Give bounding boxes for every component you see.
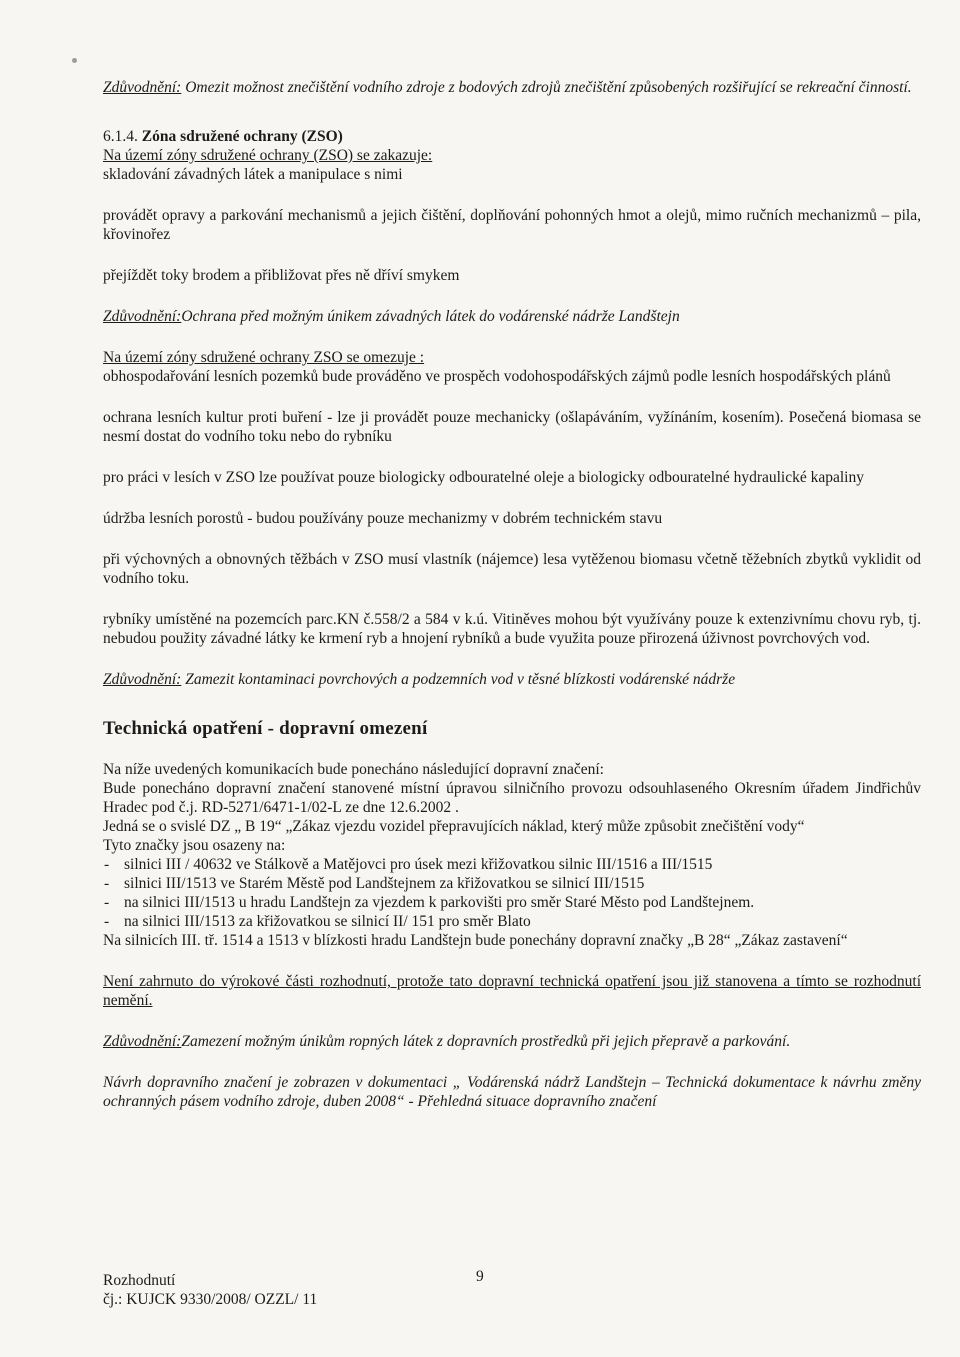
zso-restrict-item: údržba lesních porostů - budou používány pouze mechanizmy v dobrém technickém stavu — [103, 510, 663, 527]
page-footer — [103, 1268, 921, 1309]
zso-prohibit-item: skladování závadných látek a manipulace s nimi — [103, 166, 403, 183]
reason-label: Zdůvodnění: — [103, 671, 182, 688]
reason-label: Zdůvodnění: — [103, 1033, 182, 1050]
reason-label: Zdůvodnění: — [103, 308, 182, 325]
footer-label: Rozhodnutí — [103, 1272, 176, 1289]
zso-prohibit-item: přejíždět toky brodem a přibližovat přes ně dříví smykem — [103, 267, 460, 284]
list-item: - na silnici III/1513 za křižovatkou se silnicí II/ 151 pro směr Blato — [103, 912, 921, 931]
list-item: - silnici III/1513 ve Starém Městě pod Landštejnem za křižovatkou se silnicí III/1515 — [103, 874, 921, 893]
tech-paragraph: Na silnicích III. tř. 1514 a 1513 v blízkosti hradu Landštejn bude ponechány dopravní značky „B 28“ „Zákaz zastavení“ — [103, 932, 848, 949]
list-item: - na silnici III/1513 u hradu Landštejn za vjezdem k parkovišti pro směr Staré Město pod Landštejnem. — [103, 893, 921, 912]
reason-text: Zamezit kontaminaci povrchových a podzemních vod v těsné blízkosti vodárenské nádrže — [181, 671, 736, 688]
reason-text: Omezit možnost znečištění vodního zdroje z bodových zdrojů znečištění způsobených rozšiřující se rekreační činností. — [181, 79, 912, 96]
zone-title: Zóna sdružené ochrany (ZSO) — [141, 128, 343, 145]
reason-text: Ochrana před možným únikem závadných látek do vodárenské nádrže Landštejn — [181, 308, 680, 325]
document-body — [103, 78, 921, 1111]
zso-restrict-item: pro práci v lesích v ZSO lze používat pouze biologicky odbouratelné oleje a biologicky odbouratelné hydraulické kapaliny — [103, 469, 864, 486]
reason-label: Zdůvodnění: — [103, 79, 182, 96]
tech-paragraph: Tyto značky jsou osazeny na: — [103, 837, 286, 854]
zso-restrict-intro: Na území zóny sdružené ochrany ZSO se omezuje : — [103, 349, 425, 366]
design-note: Návrh dopravního značení je zobrazen v dokumentaci „ Vodárenská nádrž Landštejn – Technická dokumentace k návrhu změny ochranných pásem vodního zdroje, duben 2008“ - Přehledná situace dopravního značení — [103, 1074, 921, 1110]
reason-paragraph-3 — [103, 670, 921, 689]
tech-paragraph: Jedná se o svislé DZ „ B 19“ „Zákaz vjezdu vozidel přepravujících náklad, který může způsobit znečištění vody“ — [103, 818, 805, 835]
footer-reference: čj.: KUJCK 9330/2008/ OZZL/ 11 — [103, 1291, 318, 1308]
page-number: 9 — [476, 1268, 484, 1285]
zso-restrict-item: ochrana lesních kultur proti buření - lze ji provádět pouze mechanicky (ošlapáváním, vyžínáním, kosením). Posečená biomasa se nesmí dostat do vodního toku nebo do rybníku — [103, 409, 921, 445]
reason-paragraph-2 — [103, 307, 921, 326]
reason-paragraph-4 — [103, 1032, 921, 1051]
tech-note: Není zahrnuto do výrokové části rozhodnutí, protože tato dopravní technická opatření jsou již stanovena a tímto se rozhodnutí nemění. — [103, 973, 921, 1009]
zso-restrict-item: obhospodařování lesních pozemků bude prováděno ve prospěch vodohospodářských zájmů podle lesních hospodářských plánů — [103, 368, 891, 385]
reason-paragraph-1 — [103, 78, 921, 97]
tech-intro: Na níže uvedených komunikacích bude ponecháno následující dopravní značení: — [103, 761, 604, 778]
zso-prohibit-item: provádět opravy a parkování mechanismů a jejich čištění, doplňování pohonných hmot a olejů, mimo ručních mechanizmů – pila, křovinořez — [103, 207, 921, 243]
zso-restrict-item: při výchovných a obnovných těžbách v ZSO musí vlastník (nájemce) lesa vytěženou biomasu včetně těžebních zbytků vyklidit od vodního toku. — [103, 551, 921, 587]
zone-heading — [103, 127, 921, 146]
tech-paragraph: Bude ponecháno dopravní značení stanovené místní úpravou silničního provozu odsouhlaseného Okresním úřadem Jindřichův Hradec pod č.j. RD-5271/6471-1/02-L ze dne 12.6.2002 . — [103, 780, 921, 816]
reason-text: Zamezení možným únikům ropných látek z dopravních prostředků při jejich přepravě a parkování. — [181, 1033, 791, 1050]
zso-restrict-item: rybníky umístěné na pozemcích parc.KN č.558/2 a 584 v k.ú. Vitiněves mohou být využívány pouze k extenzivnímu chovu ryb, tj. nebudou použity závadné látky ke krmení ryb a hnojení rybníků a bude využita pouze přirozená úživnost povrchových vod. — [103, 611, 921, 647]
zso-prohibit-intro: Na území zóny sdružené ochrany (ZSO) se zakazuje: — [103, 147, 433, 164]
scan-mark — [72, 58, 77, 63]
section-heading: Technická opatření - dopravní omezení — [103, 718, 428, 739]
zone-number: 6.1.4. — [103, 128, 138, 145]
list-item: - silnici III / 40632 ve Stálkově a Matějovci pro úsek mezi křižovatkou silnic III/1516 a III/1515 — [103, 855, 921, 874]
road-list — [103, 855, 921, 931]
